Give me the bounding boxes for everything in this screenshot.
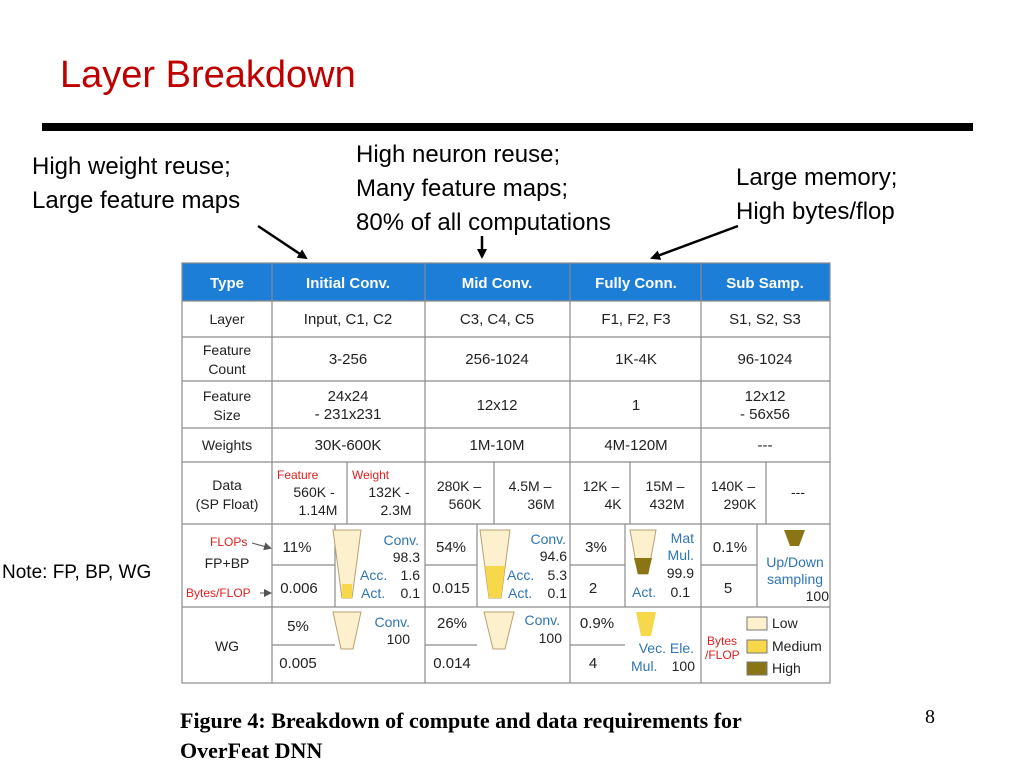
page-number: 8 [925,706,935,728]
cell-data: 2.3M [380,502,412,518]
header-mid-conv: Mid Conv. [461,275,533,292]
cell-fpbp-bytes: 0.015 [432,580,470,597]
breakdown-key: Conv. [530,531,566,547]
annotation-line: Large memory; [736,164,898,191]
breakdown-key: Mul. [631,658,658,674]
cell-data: 4K [604,496,622,512]
breakdown-key: Act. [632,584,657,600]
annotation-line: Large feature maps [32,187,241,214]
cell-feature-size: - 56x56 [739,406,791,423]
cell-weights: --- [757,437,773,454]
breakdown-value: 100 [805,588,829,604]
cell-weights: 1M-10M [469,437,525,454]
cell-layer: Input, C1, C2 [303,311,393,328]
row-label-fpbp: FP+BP [204,555,250,571]
cell-wg-flops: 26% [436,615,468,632]
note-text: Note: FP, BP, WG [2,562,152,583]
cell-data: 4.5M – [508,478,552,494]
funnel-icon [784,530,805,546]
breakdown-key: Acc. [507,567,535,583]
annotation-line: High bytes/flop [736,198,895,225]
cell-fpbp-flops: 54% [435,539,467,556]
data-sublabel-weight: Weight [352,468,390,482]
legend-title: Bytes [707,634,738,648]
header-fully-conn: Fully Conn. [595,275,677,292]
cell-feature-size: 12x12 [744,388,786,405]
cell-wg-flops: 0.9% [579,615,615,632]
cell-fpbp-bytes: 2 [588,580,598,597]
funnel-icon [484,612,514,649]
cell-data: 560K [448,496,482,512]
cell-layer: C3, C4, C5 [459,311,535,328]
cell-feature-size: 12x12 [476,397,518,414]
cell-data: 432M [649,496,685,512]
cell-weights: 30K-600K [314,437,382,454]
slide-title: Layer Breakdown [60,54,356,96]
breakdown-value: 100 [538,630,562,646]
breakdown-key: Mat [670,530,694,546]
breakdown-value: 0.1 [547,585,567,601]
cell-feature-size: 1 [631,397,641,414]
cell-fpbp-flops: 11% [282,539,312,556]
annotation-line: 80% of all computations [356,209,611,236]
header-initial-conv: Initial Conv. [306,275,390,292]
legend-title: /FLOP [705,648,740,662]
legend-swatch-high [747,662,767,675]
row-label-wg: WG [214,638,240,654]
legend-label-medium: Medium [772,638,822,654]
cell-wg-flops: 5% [287,618,309,635]
row-label-feature-count: Feature [202,342,252,358]
flops-pointer [252,543,270,548]
breakdown-key: Conv. [374,614,410,630]
cell-wg-bytes: 4 [588,655,598,672]
cell-data: 140K – [710,478,756,494]
cell-data: 12K – [582,478,620,494]
row-label-feature-size: Feature [202,388,252,404]
legend-swatch-low [747,617,767,630]
cell-feature-count: 256-1024 [465,351,529,368]
cell-fpbp-bytes: 0.006 [280,580,318,597]
funnel-icon [333,612,361,649]
cell-data: 560K - [293,484,335,500]
annotation-line: High weight reuse; [32,153,231,180]
header-type: Type [210,275,244,292]
cell-data: 290K [723,496,757,512]
cell-data: 280K – [436,478,482,494]
breakdown-key: Conv. [524,612,560,628]
cell-fpbp-flops: 3% [585,539,607,556]
caption-line: OverFeat DNN [180,738,323,763]
breakdown-value: 99.9 [666,565,694,581]
breakdown-key: sampling [766,571,824,587]
cell-wg-bytes: 0.014 [433,655,471,672]
cell-feature-count: 96-1024 [737,351,793,368]
breakdown-key: Act. [508,585,533,601]
breakdown-key: Conv. [383,532,419,548]
cell-data: --- [791,484,805,500]
caption-line: Figure 4: Breakdown of compute and data requirements for [180,708,742,733]
annotation-line: High neuron reuse; [356,141,561,168]
cell-layer: F1, F2, F3 [601,311,671,328]
cell-layer: S1, S2, S3 [729,311,801,328]
cell-weights: 4M-120M [604,437,668,454]
breakdown-value: 5.3 [547,567,567,583]
cell-feature-count: 1K-4K [615,351,657,368]
header-sub-samp: Sub Samp. [726,275,804,292]
legend-swatch-medium [747,640,767,653]
row-label-flops: FLOPs [210,535,248,549]
cell-data: 36M [527,496,555,512]
cell-feature-size: 24x24 [327,388,369,405]
cell-data: 1.14M [298,502,338,518]
cell-wg-bytes: 0.005 [279,655,317,672]
breakdown-value: 100 [671,658,695,674]
row-label-data: Data [212,477,242,493]
figure-caption [180,706,742,766]
legend-label-high: High [772,660,801,676]
breakdown-value: 98.3 [392,549,420,565]
breakdown-value: 0.1 [670,584,690,600]
arrow-left [258,226,306,258]
breakdown-key: Act. [361,585,386,601]
breakdown-key: Acc. [360,567,388,583]
funnel-medium-fill [342,584,352,598]
breakdown-key: Vec. Ele. [638,640,694,656]
breakdown-value: 0.1 [400,585,420,601]
row-label-feature-size: Size [213,407,241,423]
row-label-bytes-flop: Bytes/FLOP [186,586,251,600]
legend-label-low: Low [772,615,798,631]
cell-data: 15M – [645,478,685,494]
data-sublabel-feature: Feature [277,468,319,482]
cell-data: 132K - [368,484,410,500]
breakdown-value: 1.6 [400,567,420,583]
row-label-weights: Weights [201,437,253,453]
annotation-line: Many feature maps; [356,175,569,202]
cell-fpbp-bytes: 5 [723,580,733,597]
row-label-layer: Layer [209,311,245,327]
cell-feature-size: - 231x231 [314,406,382,423]
breakdown-value: 94.6 [539,548,567,564]
arrow-right [652,226,738,258]
breakdown-value: 100 [386,631,410,647]
funnel-icon [636,612,656,636]
row-label-feature-count: Count [208,361,246,377]
funnel-high-fill [634,558,652,574]
cell-fpbp-flops: 0.1% [712,539,748,556]
cell-feature-count: 3-256 [328,351,368,368]
breakdown-key: Up/Down [766,554,824,570]
row-label-data: (SP Float) [195,496,259,512]
breakdown-key: Mul. [667,547,694,563]
